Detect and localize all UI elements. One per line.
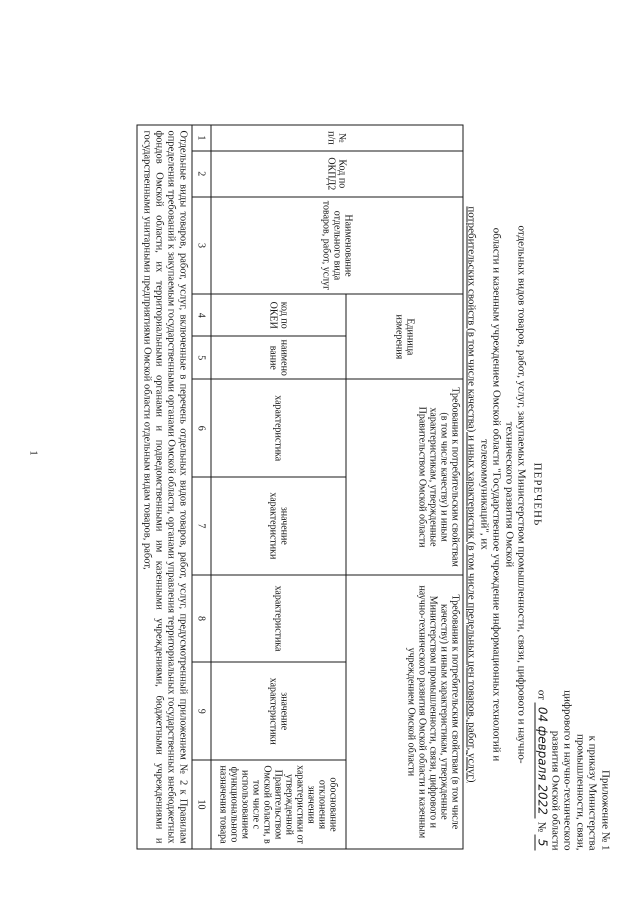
col-number: 2 xyxy=(192,151,211,197)
col-number: 10 xyxy=(192,760,211,849)
col-number: 8 xyxy=(192,575,211,663)
appendix-line: цифрового и научно-технического xyxy=(561,690,574,851)
header-unit-name: наимено вание xyxy=(211,336,346,379)
header-justify: обоснование отклонения значения характеристики от утвержденной Правительством Омской области, в том числе с использованием функционального назначения товара xyxy=(211,760,346,849)
title-line: отдельных видов товаров, работ, услуг, закупаемых Министерством промышленности, связи, цифрового и научно-технического развития Омской xyxy=(503,225,528,764)
header-np: № п/п xyxy=(211,125,463,151)
date-prefix: от xyxy=(535,689,548,701)
header-char2: характеристика xyxy=(211,575,346,663)
header-okpd: Код по ОКПД2 xyxy=(211,151,463,197)
appendix-line: промышленности, связи, xyxy=(574,734,586,851)
document-title: ПЕРЕЧЕНЬ xyxy=(531,462,543,527)
header-unit: Единица измерения xyxy=(346,294,463,379)
appendix-line: развития Омской области xyxy=(549,730,561,851)
table-footer-text: Отдельные виды товаров, работ, услуг, включенные в перечень отдельных видов товаров, работ, услуг, предусмотренный приложением № 2 к Правилам определения требований к закупаемым государственными органами Омской области, органами управления территориальных государственных внебюджетных фондов Омской области, их территориальными органами и подведомственными им казенными учреждениями, бюджетными учреждениями и государственными унитарными предприятиями Омской области отдельным видам товаров, работ, xyxy=(137,125,192,849)
header-unit-code: код по ОКЕИ xyxy=(211,294,346,336)
col-number: 9 xyxy=(192,662,211,760)
header-char: характеристика xyxy=(211,379,346,477)
date-value: 04 февраля 2022 xyxy=(535,703,550,819)
header-req-min: Требования к потребительским свойствам (в том числе качеству) и иным характеристикам, утвержденные Министерством промышленности, связи, цифрового и научно-технического развития Омской области и казенным учреждением Омской области xyxy=(346,575,463,849)
col-number: 7 xyxy=(192,477,211,575)
title-line: области и казенным учреждением Омской области "Государственное учреждение информационных технологий и телекоммуникаций", их xyxy=(478,227,503,762)
title-line: потребительских свойств (в том числе качества) и иных характеристик (в том числе предельных цен товаров, работ, услуг) xyxy=(465,206,478,783)
col-number: 3 xyxy=(192,197,211,295)
col-number: 4 xyxy=(192,294,211,336)
header-value2: значение характеристики xyxy=(211,662,346,760)
number-label: № xyxy=(535,821,548,833)
col-number: 5 xyxy=(192,336,211,379)
appendix-line: к приказу Министерства xyxy=(586,735,599,851)
col-number: 1 xyxy=(192,125,211,151)
appendix-line: Приложение № 1 xyxy=(599,769,611,851)
header-name: Наименование отдельного вида товаров, работ, услуг xyxy=(211,197,463,295)
col-number: 6 xyxy=(192,379,211,477)
document-sheet xyxy=(25,30,615,875)
document-title-block xyxy=(465,195,543,795)
header-req-gov: Требования к потребительским свойствам (в том числе качеству) и иным характеристикам, утвержденные Правительством Омской области xyxy=(346,379,463,574)
page-number: 1 xyxy=(27,450,39,456)
header-value: значение характеристики xyxy=(211,477,346,575)
order-number: 5 xyxy=(535,835,550,851)
appendix-header xyxy=(535,606,611,851)
goods-table xyxy=(136,125,463,850)
